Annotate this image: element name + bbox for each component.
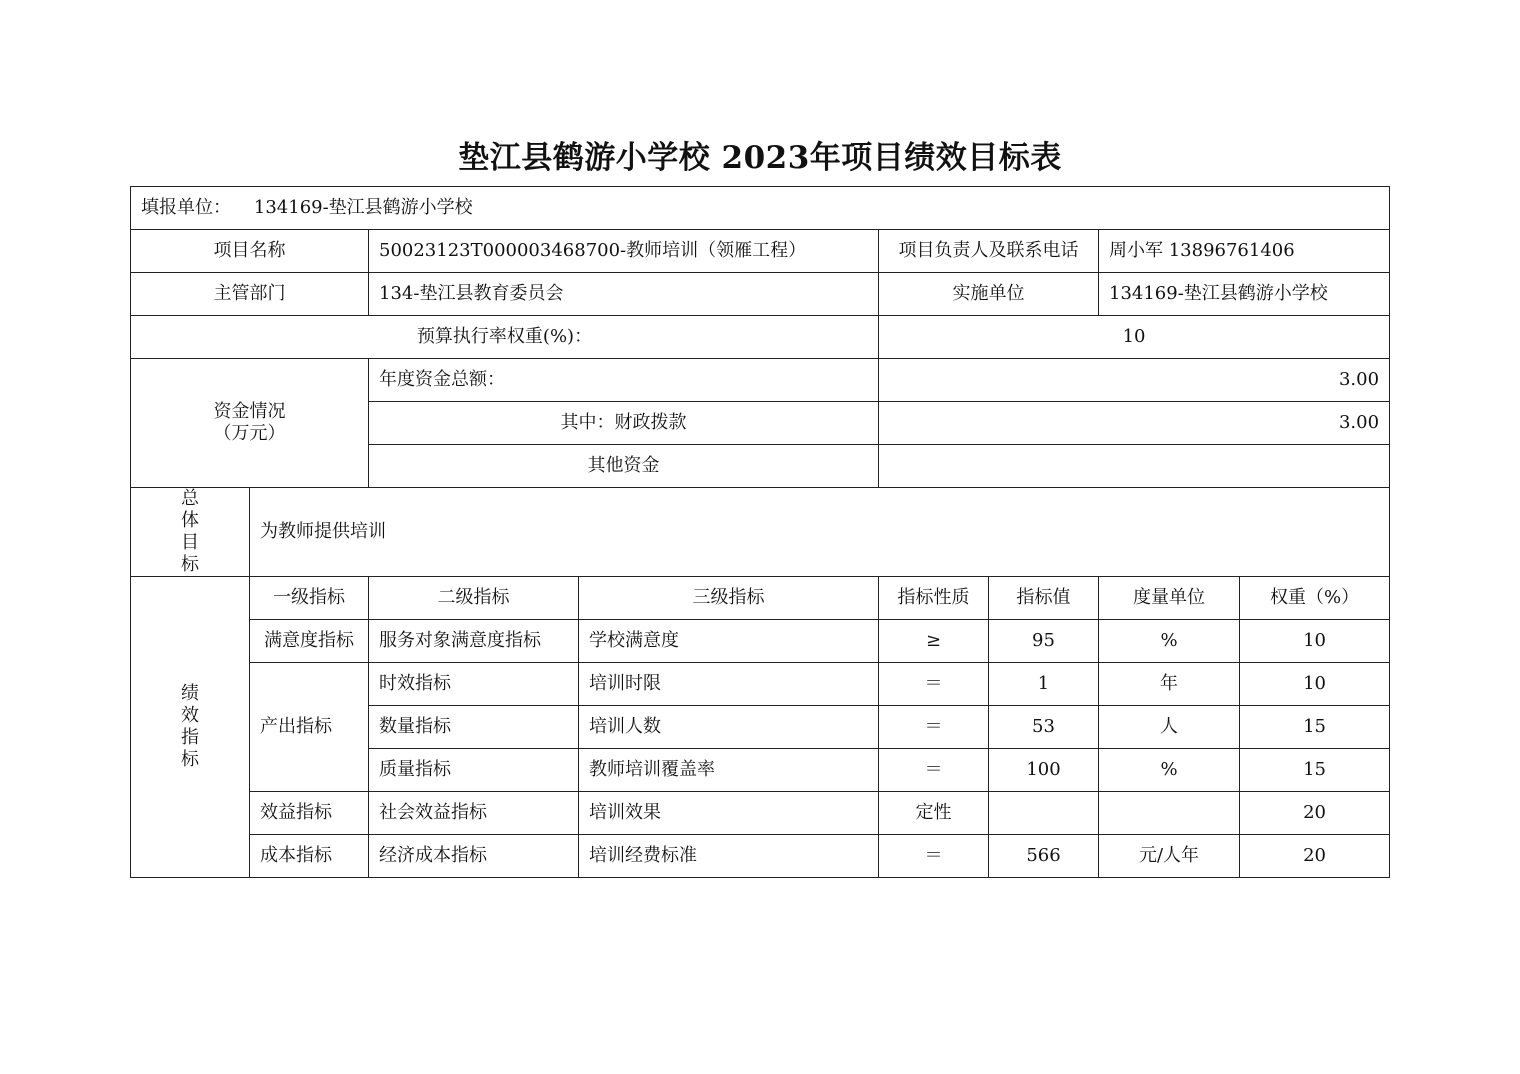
funds-label-line2: （万元） xyxy=(213,423,286,444)
goal-label-char: 目 xyxy=(181,532,199,553)
indicators-label-char: 效 xyxy=(181,705,199,726)
unit-cell: 人 xyxy=(1099,706,1240,749)
value-cell: 53 xyxy=(989,706,1099,749)
nature-cell: 定性 xyxy=(879,792,989,835)
funds-other-label: 其他资金 xyxy=(369,445,879,488)
page-title: 垫江县鹤游小学校 2023年项目绩效目标表 xyxy=(458,140,1062,176)
filler-value: 134169-垫江县鹤游小学校 xyxy=(253,197,473,218)
column-header: 权重（%） xyxy=(1240,577,1390,620)
weight-cell: 10 xyxy=(1240,663,1390,706)
table-row xyxy=(131,835,1390,878)
level1-cell: 成本指标 xyxy=(250,835,369,878)
nature-cell: ＝ xyxy=(879,663,989,706)
department-row xyxy=(131,273,1390,316)
funds-fiscal-label: 其中：财政拨款 xyxy=(369,402,879,445)
level1-cell: 满意度指标 xyxy=(250,620,369,663)
level2-cell: 服务对象满意度指标 xyxy=(369,620,579,663)
level2-cell: 经济成本指标 xyxy=(369,835,579,878)
nature-cell: ≥ xyxy=(879,620,989,663)
unit-cell: % xyxy=(1099,620,1240,663)
contact-label: 项目负责人及联系电话 xyxy=(879,230,1099,273)
column-header: 指标值 xyxy=(989,577,1099,620)
column-header: 度量单位 xyxy=(1099,577,1240,620)
nature-cell: ＝ xyxy=(879,749,989,792)
dept-label: 主管部门 xyxy=(131,273,369,316)
funds-other-value xyxy=(879,445,1390,488)
budget-weight-label: 预算执行率权重(%)： xyxy=(131,316,879,359)
performance-table xyxy=(130,186,1390,878)
nature-cell: ＝ xyxy=(879,706,989,749)
project-name-row xyxy=(131,230,1390,273)
dept-value: 134-垫江县教育委员会 xyxy=(369,273,879,316)
column-header: 一级指标 xyxy=(250,577,369,620)
filler-row xyxy=(131,187,1390,230)
funds-fiscal-value: 3.00 xyxy=(879,402,1390,445)
level3-cell: 学校满意度 xyxy=(579,620,879,663)
goal-label-char: 总 xyxy=(181,488,199,509)
filler-cell xyxy=(131,187,1390,230)
level1-cell: 效益指标 xyxy=(250,792,369,835)
funds-label-line1: 资金情况 xyxy=(213,401,286,422)
weight-cell: 10 xyxy=(1240,620,1390,663)
funds-total-label: 年度资金总额： xyxy=(369,359,879,402)
unit-cell: 元/人年 xyxy=(1099,835,1240,878)
weight-cell: 20 xyxy=(1240,835,1390,878)
level2-cell: 时效指标 xyxy=(369,663,579,706)
table-row xyxy=(131,663,1390,706)
goal-label-char: 标 xyxy=(181,554,199,575)
level3-cell: 培训时限 xyxy=(579,663,879,706)
weight-cell: 20 xyxy=(1240,792,1390,835)
funds-total-value: 3.00 xyxy=(879,359,1390,402)
contact-value: 周小军 13896761406 xyxy=(1099,230,1390,273)
column-header: 三级指标 xyxy=(579,577,879,620)
value-cell: 95 xyxy=(989,620,1099,663)
indicators-label-char: 绩 xyxy=(181,683,199,704)
value-cell: 1 xyxy=(989,663,1099,706)
level1-cell: 产出指标 xyxy=(250,663,369,792)
budget-weight-value: 10 xyxy=(879,316,1390,359)
budget-weight-row xyxy=(131,316,1390,359)
table-row xyxy=(131,620,1390,663)
value-cell: 566 xyxy=(989,835,1099,878)
indicators-label xyxy=(131,577,250,878)
value-cell xyxy=(989,792,1099,835)
goal-text: 为教师提供培训 xyxy=(250,488,1390,577)
column-header: 二级指标 xyxy=(369,577,579,620)
nature-cell: ＝ xyxy=(879,835,989,878)
goal-label xyxy=(131,488,250,577)
funds-total-row xyxy=(131,359,1390,402)
funds-label xyxy=(131,359,369,488)
column-header: 指标性质 xyxy=(879,577,989,620)
indicator-header-row xyxy=(131,577,1390,620)
level3-cell: 培训效果 xyxy=(579,792,879,835)
indicators-label-char: 指 xyxy=(181,727,199,748)
impl-label: 实施单位 xyxy=(879,273,1099,316)
level2-cell: 质量指标 xyxy=(369,749,579,792)
project-name-value: 50023123T000003468700-教师培训（领雁工程） xyxy=(369,230,879,273)
level2-cell: 数量指标 xyxy=(369,706,579,749)
project-name-label: 项目名称 xyxy=(131,230,369,273)
goal-label-char: 体 xyxy=(181,510,199,531)
impl-value: 134169-垫江县鹤游小学校 xyxy=(1099,273,1390,316)
weight-cell: 15 xyxy=(1240,706,1390,749)
level3-cell: 教师培训覆盖率 xyxy=(579,749,879,792)
table-row xyxy=(131,792,1390,835)
unit-cell xyxy=(1099,792,1240,835)
level2-cell: 社会效益指标 xyxy=(369,792,579,835)
level3-cell: 培训人数 xyxy=(579,706,879,749)
unit-cell: % xyxy=(1099,749,1240,792)
level3-cell: 培训经费标准 xyxy=(579,835,879,878)
goal-row xyxy=(131,488,1390,577)
indicators-label-char: 标 xyxy=(181,749,199,770)
unit-cell: 年 xyxy=(1099,663,1240,706)
weight-cell: 15 xyxy=(1240,749,1390,792)
filler-label: 填报单位： xyxy=(141,197,231,218)
value-cell: 100 xyxy=(989,749,1099,792)
